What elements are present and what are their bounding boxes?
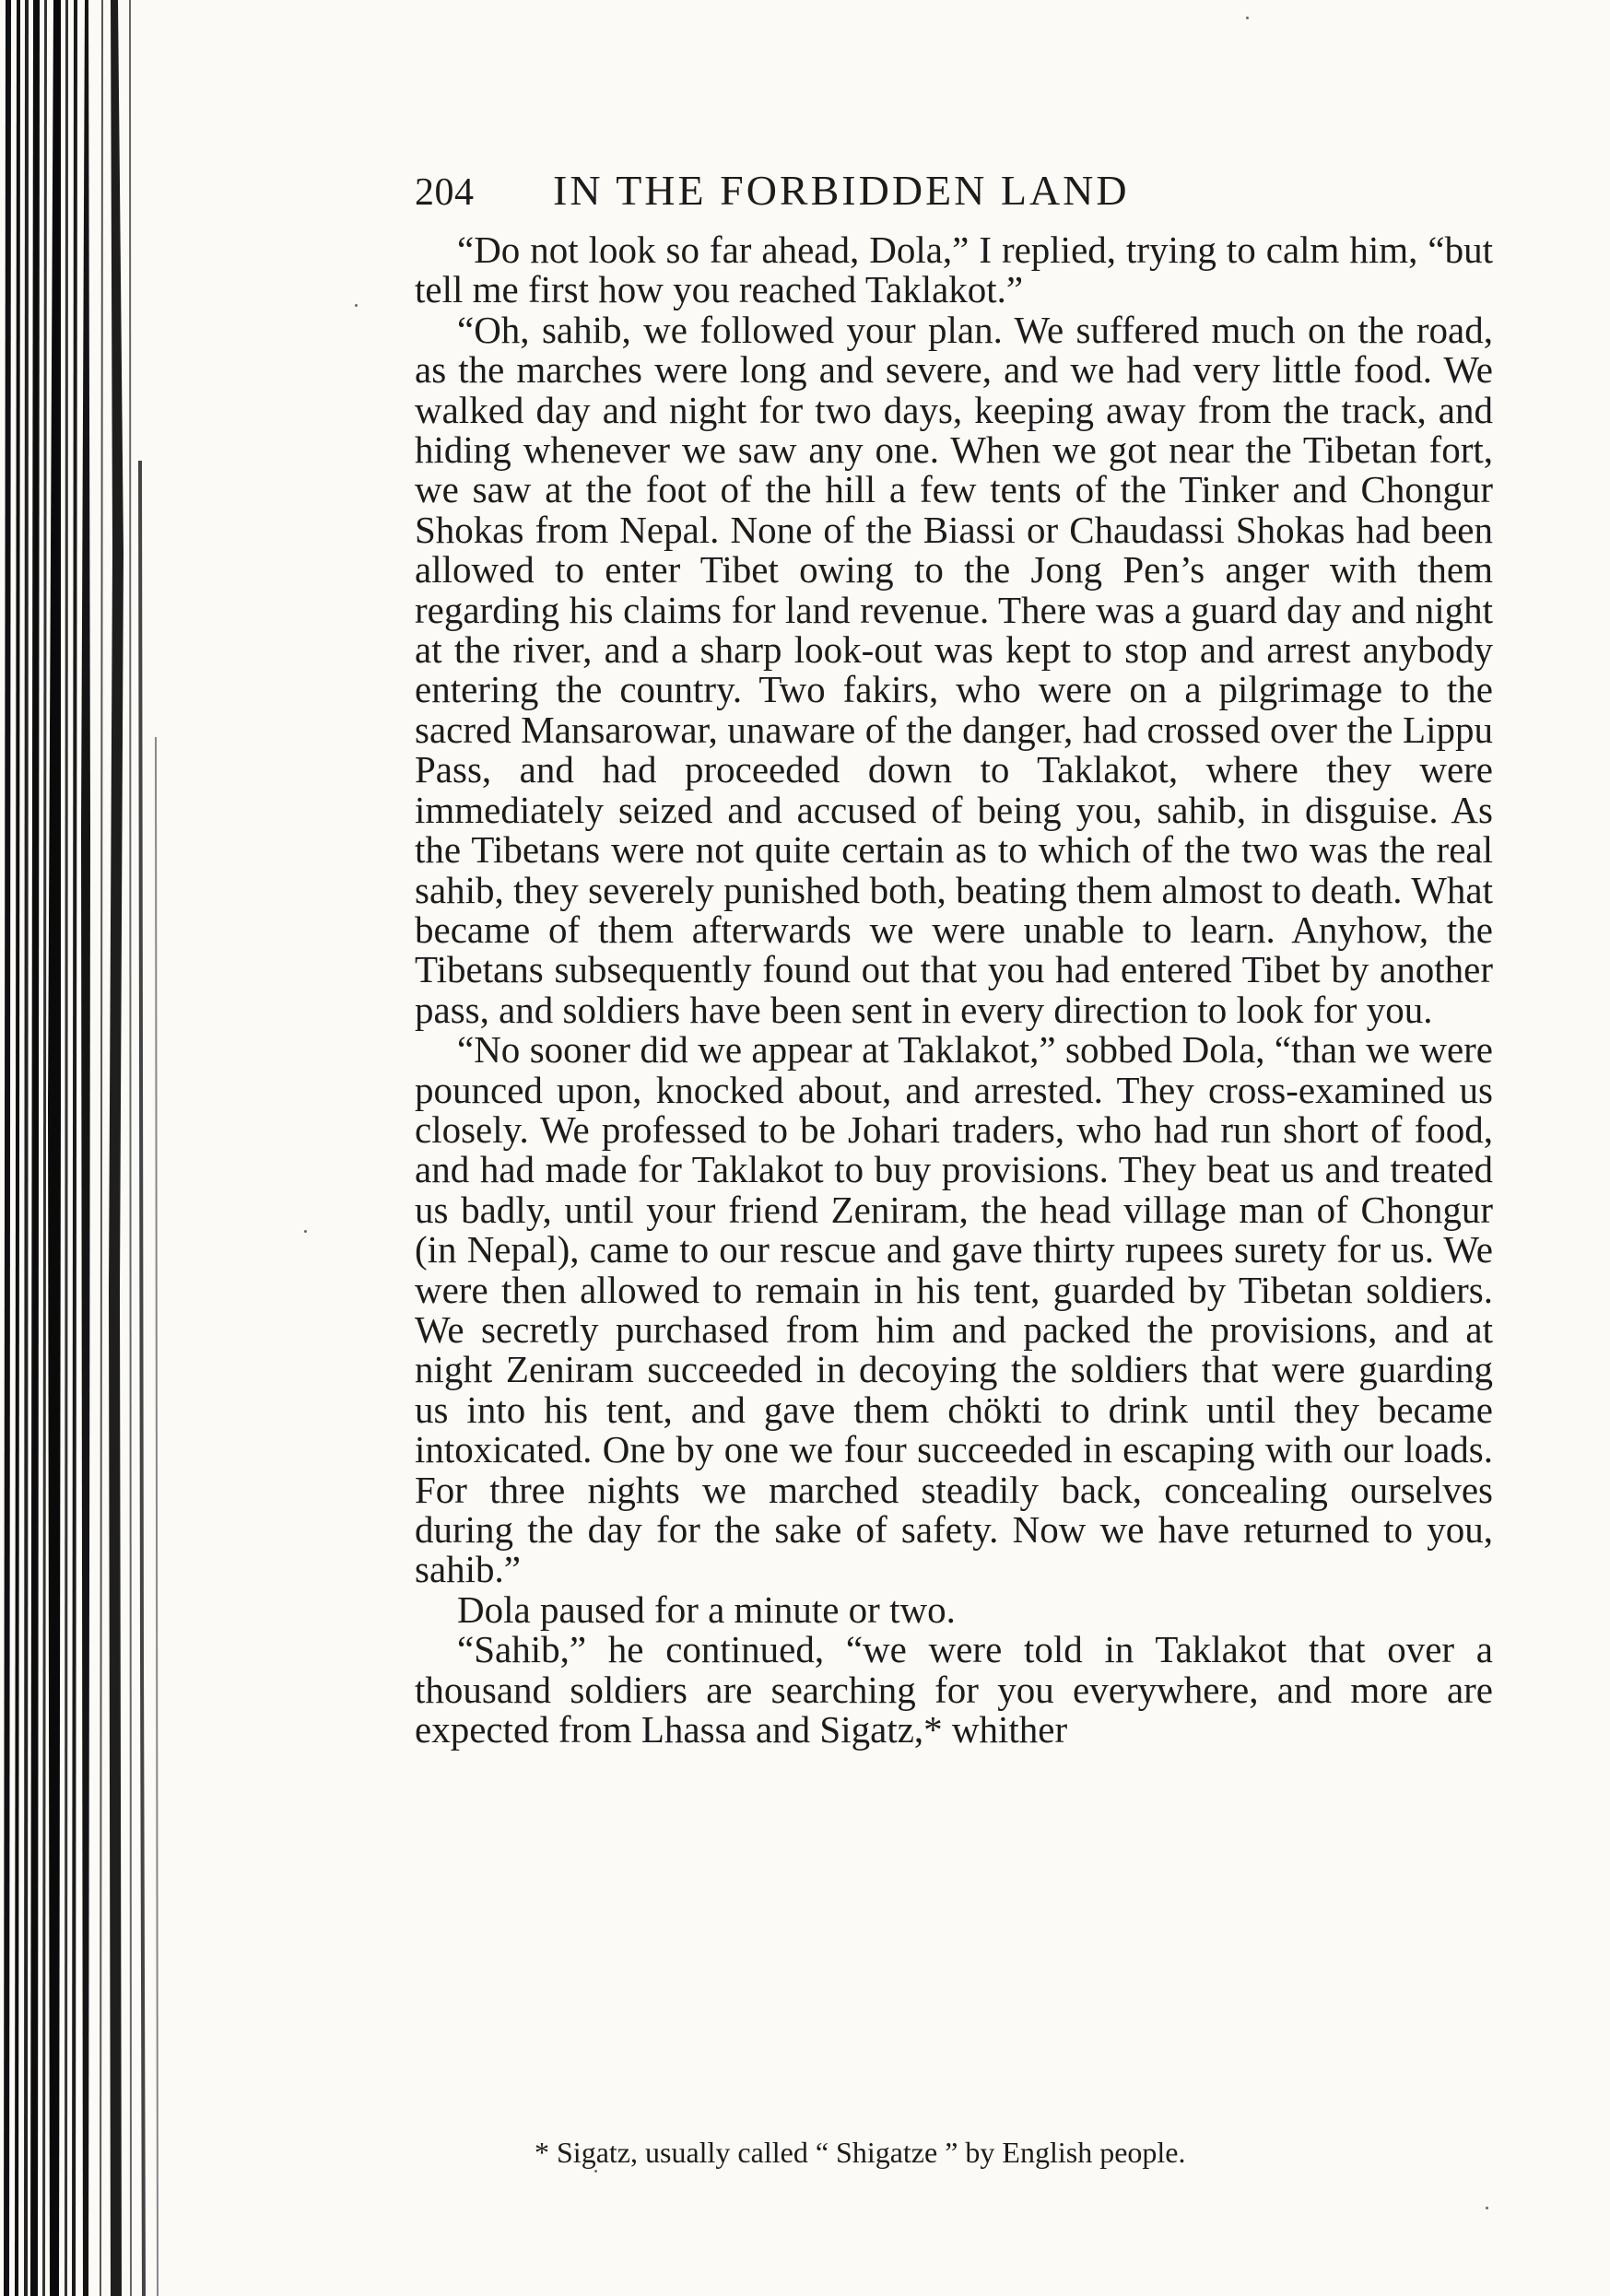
paper-speck [1246, 17, 1249, 19]
paragraph: Dola paused for a minute or two. [457, 1587, 956, 1631]
page-number: 204 [415, 171, 475, 214]
paragraph: “No sooner did we appear at Taklakot,” sobbed Dola, “than we were pounced upon, knocked about, and arrested. They cross-examined us closely. We professed to be Johari traders, who had run short of food, and had made for Taklakot to buy provisions. They beat us and treated us badly, until your friend Zeniram, the head village man of Chongur (in Nepal), came to our rescue and gave thirty rupees surety for us. We were then allowed to remain in his tent, guarded by Tibetan soldiers. We secretly purchased from him and packed the provisions, and at night Zeniram succeeded in decoying the soldiers that were guarding us into his tent, and gave them chökti to drink until they became intoxicated. One by one we four succeeded in escaping with our loads. For three nights we marched steadily back, concealing ourselves during the day for the sake of safety. Now we have returned to you, sahib.” [415, 1028, 1493, 1591]
paragraph: “Sahib,” he continued, “we were told in Taklakot that over a thousand soldiers are searching for you everywhere, and more are expected from Lhassa and Sigatz,* whither [415, 1628, 1493, 1751]
paper-speck [355, 304, 358, 307]
paper-speck [1486, 2207, 1488, 2209]
book-page [415, 166, 1493, 1750]
page-edge-shadow [0, 0, 175, 2296]
body-text [415, 230, 1493, 1750]
paragraph: “Oh, sahib, we followed your plan. We suffered much on the road, as the marches were long and severe, and we had very little food. We walked day and night for two days, keeping away from the track, and hiding whenever we saw any one. When we got near the Tibetan fort, we saw at the foot of the hill a few tents of the Tinker and Chongur Shokas from Nepal. None of the Biassi or Chaudassi Shokas had been allowed to enter Tibet owing to the Jong Pen’s anger with them regarding his claims for land revenue. There was a guard day and night at the river, and a sharp look-out was kept to stop and arrest anybody entering the country. Two fakirs, who were on a pilgrimage to the sacred Mansarowar, unaware of the danger, had crossed over the Lippu Pass, and had proceeded down to Taklakot, where they were immediately seized and accused of being you, sahib, in disguise. As the Tibetans were not quite certain as to which of the two was the real sahib, they severely punished both, beating them almost to death. What became of them afterwards we were unable to learn. Anyhow, the Tibetans subsequently found out that you had entered Tibet by another pass, and soldiers have been sent in every direction to look for you. [415, 308, 1493, 1031]
footnote: * Sigatz, usually called “ Shigatze ” by English people. [535, 2136, 1186, 2169]
paragraph: “Do not look so far ahead, Dola,” I replied, trying to calm him, “but tell me first how you reached Taklakot.” [415, 228, 1493, 311]
running-head [415, 166, 1493, 230]
paper-speck [304, 1230, 307, 1233]
running-title: IN THE FORBIDDEN LAND [553, 167, 1130, 214]
paper-speck [594, 2170, 597, 2173]
